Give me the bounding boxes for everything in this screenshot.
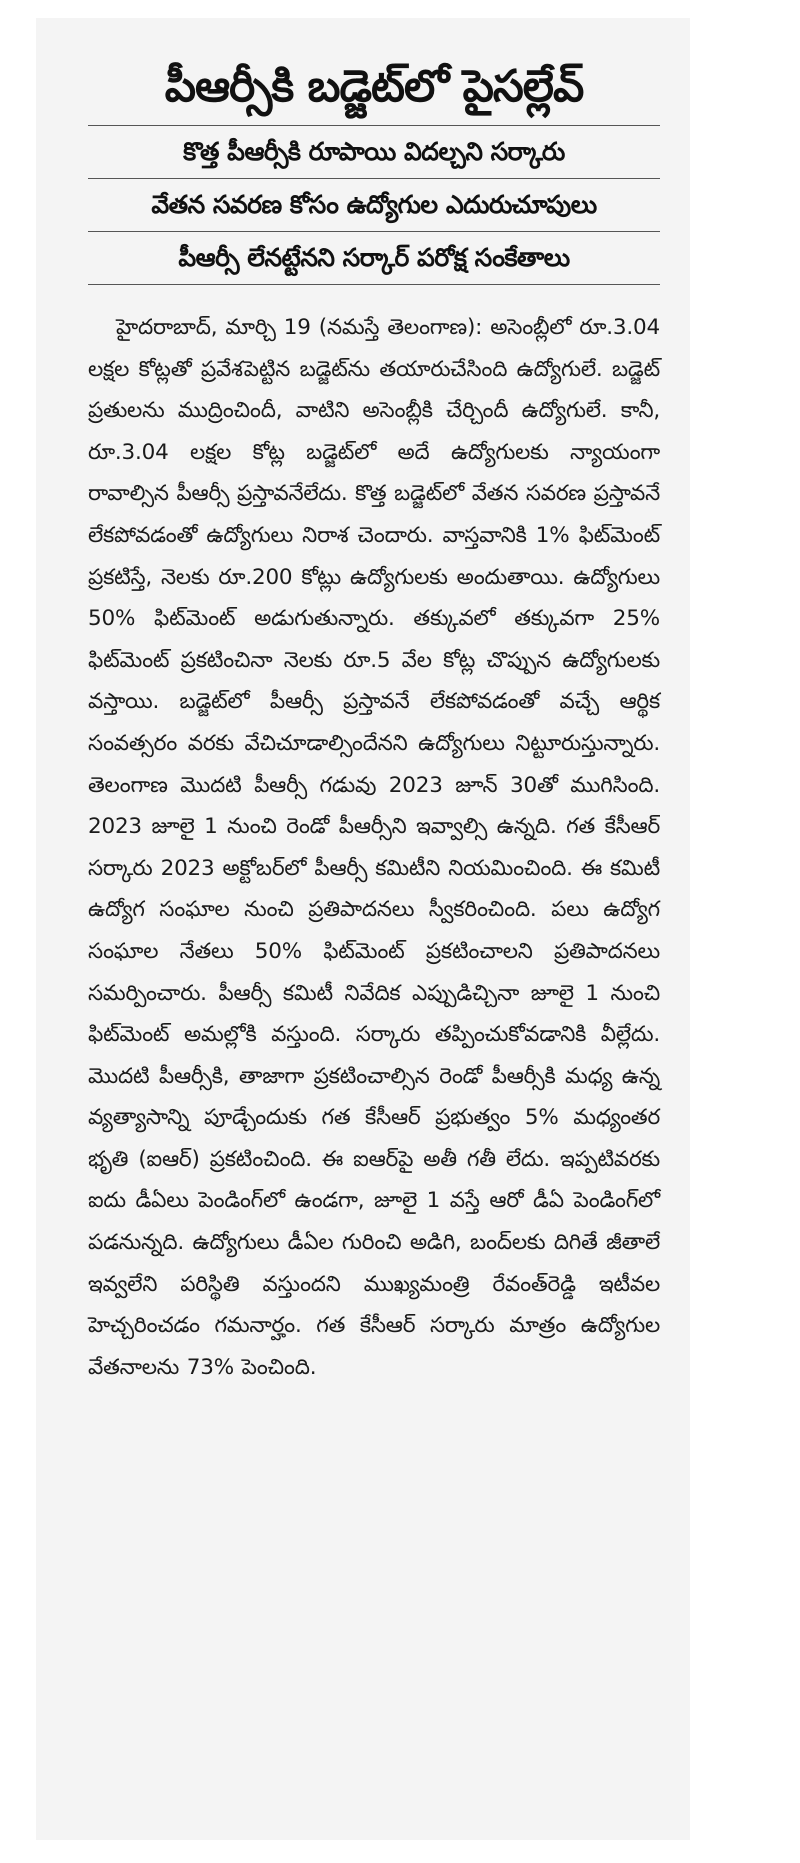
subheading-1: కొత్త పీఆర్సీకి రూపాయి విదల్చని సర్కారు (183, 137, 565, 166)
divider (88, 284, 660, 285)
subheading-3: పీఆర్సీ లేనట్టేనని సర్కార్ పరోక్ష సంకేతాలు (178, 243, 570, 272)
subheading-2: వేతన సవరణ కోసం ఉద్యోగుల ఎదురుచూపులు (151, 190, 597, 219)
newspaper-clipping (36, 18, 690, 1840)
divider (88, 178, 660, 179)
article-body: హైదరాబాద్, మార్చి 19 (నమస్తే తెలంగాణ): అసెంబ్లీలో రూ.3.04 లక్షల కోట్లతో ప్రవేశపెట్టిన బడ్జెట్‌ను తయారుచేసింది ఉద్యోగులే. బడ్జెట్ ప్రతులను ముద్రించిందీ, వాటిని అసెంబ్లీకి చేర్చిందీ ఉద్యోగులే. కానీ, రూ.3.04 లక్షల కోట్ల బడ్జెట్‌లో అదే ఉద్యోగులకు న్యాయంగా రావాల్సిన పీఆర్సీ ప్రస్తావనేలేదు. కొత్త బడ్జెట్‌లో వేతన సవరణ ప్రస్తావనే లేకపోవడంతో ఉద్యోగులు నిరాశ చెందారు. వాస్తవానికి 1% ఫిట్‌మెంట్ ప్రకటిస్తే, నెలకు రూ.200 కోట్లు ఉద్యోగులకు అందుతాయి. ఉద్యోగులు 50% ఫిట్‌మెంట్ అడుగుతున్నారు. తక్కువలో తక్కువగా 25% ఫిట్‌మెంట్ ప్రకటించినా నెలకు రూ.5 వేల కోట్ల చొప్పున ఉద్యోగులకు వస్తాయి. బడ్జెట్‌లో పీఆర్సీ ప్రస్తావనే లేకపోవడంతో వచ్చే ఆర్థిక సంవత్సరం వరకు వేచిచూడాల్సిందేనని ఉద్యోగులు నిట్టూరుస్తున్నారు. తెలంగాణ మొదటి పీఆర్సీ గడువు 2023 జూన్ 30తో ముగిసింది. 2023 జూలై 1 నుంచి రెండో పీఆర్సీని ఇవ్వాల్సి ఉన్నది. గత కేసీఆర్ సర్కారు 2023 అక్టోబర్‌లో పీఆర్సీ కమిటీని నియమించింది. ఈ కమిటీ ఉద్యోగ సంఘాల నుంచి ప్రతిపాదనలు స్వీకరించింది. పలు ఉద్యోగ సంఘాల నేతలు 50% ఫిట్‌మెంట్ ప్రకటించాలని ప్రతిపాదనలు సమర్పించారు. పీఆర్సీ కమిటీ నివేదిక ఎప్పుడిచ్చినా జూలై 1 నుంచి ఫిట్‌మెంట్ అమల్లోకి వస్తుంది. సర్కారు తప్పించుకోవడానికి వీల్లేదు. మొదటి పీఆర్సీకి, తాజాగా ప్రకటించాల్సిన రెండో పీఆర్సీకి మధ్య ఉన్న వ్యత్యాసాన్ని పూడ్చేందుకు గత కేసీఆర్ ప్రభుత్వం 5% మధ్యంతర భృతి (ఐఆర్) ప్రకటించింది. ఈ ఐఆర్‌పై అతీ గతీ లేదు. ఇప్పటివరకు ఐదు డీఏలు పెండింగ్‌లో ఉండగా, జూలై 1 వస్తే ఆరో డీఏ పెండింగ్‌లో పడనున్నది. ఉద్యోగులు డీఏల గురించి అడిగి, బంద్‌లకు దిగితే జీతాలే ఇవ్వలేని పరిస్థితి వస్తుందని ముఖ్యమంత్రి రేవంత్‌రెడ్డి ఇటీవల హెచ్చరించడం గమనార్హం. గత కేసీఆర్ సర్కారు మాత్రం ఉద్యోగుల వేతనాలను 73% పెంచింది. (88, 315, 660, 1380)
headline: పీఆర్సీకి బడ్జెట్‌లో పైసల్లేవ్ (164, 61, 584, 112)
divider (88, 125, 660, 126)
divider (88, 231, 660, 232)
